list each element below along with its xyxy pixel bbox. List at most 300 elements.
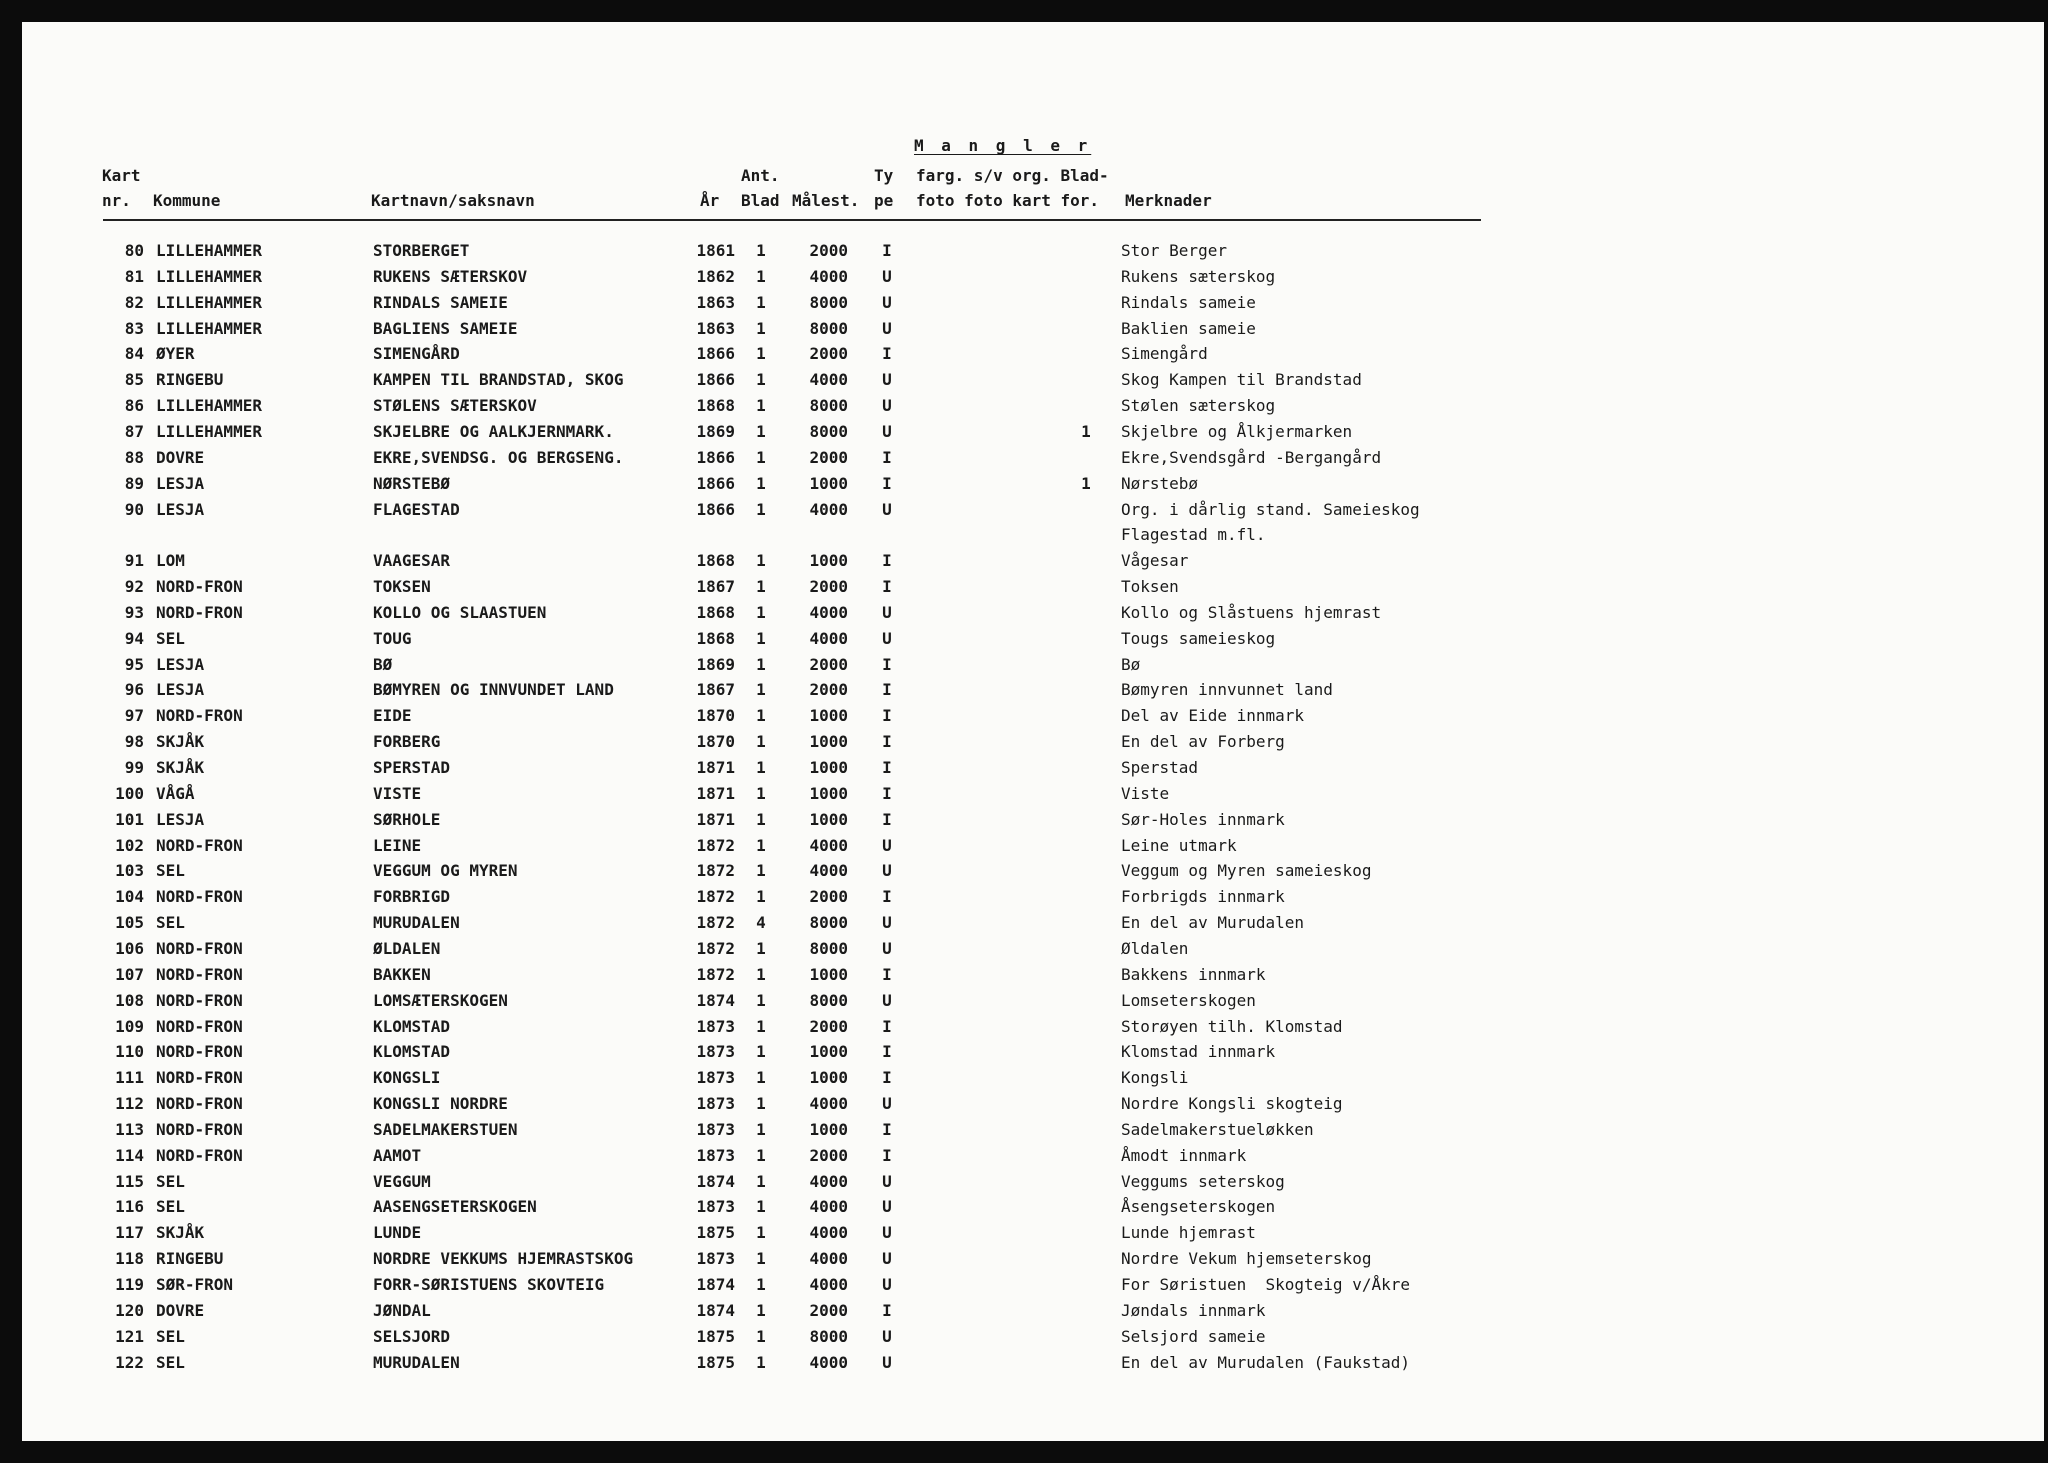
cell-type: I	[882, 1301, 892, 1320]
cell-type: I	[882, 965, 892, 984]
cell-blad: 1	[756, 706, 766, 725]
cell-navn: FORBERG	[373, 732, 441, 751]
cell-navn: FORR-SØRISTUENS SKOVTEIG	[373, 1275, 605, 1294]
cell-blad: 1	[756, 629, 766, 648]
header-mangler: M a n g l e r	[914, 136, 1092, 155]
table-row	[22, 267, 2044, 289]
cell-blad: 1	[756, 241, 766, 260]
cell-malest: 8000	[809, 422, 848, 441]
table-row	[22, 1327, 2044, 1349]
cell-kommune: SKJÅK	[156, 758, 205, 777]
cell-malest: 2000	[809, 887, 848, 906]
cell-aar: 1868	[696, 396, 735, 415]
cell-navn: LEINE	[373, 836, 422, 855]
cell-type: U	[882, 991, 892, 1010]
cell-merk: Bø	[1121, 655, 1141, 674]
cell-merk: Kongsli	[1121, 1068, 1189, 1087]
cell-merk: Toksen	[1121, 577, 1179, 596]
cell-nr: 95	[124, 655, 144, 674]
table-row	[22, 1120, 2044, 1142]
cell-merk: Storøyen tilh. Klomstad	[1121, 1017, 1343, 1036]
cell-type: I	[882, 241, 892, 260]
cell-aar: 1873	[696, 1094, 735, 1113]
cell-blad: 1	[756, 887, 766, 906]
cell-type: I	[882, 1068, 892, 1087]
cell-aar: 1868	[696, 551, 735, 570]
cell-navn: STORBERGET	[373, 241, 470, 260]
cell-type: U	[882, 861, 892, 880]
table-row	[22, 784, 2044, 806]
cell-aar: 1868	[696, 629, 735, 648]
table-row	[22, 500, 2044, 522]
cell-aar: 1861	[696, 241, 735, 260]
cell-nr: 102	[115, 836, 144, 855]
cell-aar: 1872	[696, 913, 735, 932]
cell-blad: 1	[756, 939, 766, 958]
cell-merk: En del av Murudalen	[1121, 913, 1305, 932]
cell-type: I	[882, 1146, 892, 1165]
header-aar: År	[700, 191, 720, 210]
cell-merk: Del av Eide innmark	[1121, 706, 1305, 725]
cell-merk: Forbrigds innmark	[1121, 887, 1285, 906]
cell-merk: Vågesar	[1121, 551, 1189, 570]
cell-aar: 1869	[696, 422, 735, 441]
cell-navn: KONGSLI NORDRE	[373, 1094, 508, 1113]
cell-merk: Stor Berger	[1121, 241, 1227, 260]
cell-kommune: RINGEBU	[156, 370, 224, 389]
cell-aar: 1873	[696, 1017, 735, 1036]
header-ant: Ant.	[741, 166, 780, 185]
cell-type: U	[882, 370, 892, 389]
cell-blad: 1	[756, 1017, 766, 1036]
table-row	[22, 1146, 2044, 1168]
cell-type: U	[882, 629, 892, 648]
cell-nr: 103	[115, 861, 144, 880]
table-row	[22, 1042, 2044, 1064]
cell-navn: BØ	[373, 655, 393, 674]
cell-kommune: NORD-FRON	[156, 965, 243, 984]
cell-malest: 4000	[809, 1275, 848, 1294]
cell-blad: 1	[756, 758, 766, 777]
cell-kommune: NORD-FRON	[156, 577, 243, 596]
cell-merk: Veggums seterskog	[1121, 1172, 1285, 1191]
cell-kommune: RINGEBU	[156, 1249, 224, 1268]
cell-navn: NORDRE VEKKUMS HJEMRASTSKOG	[373, 1249, 634, 1268]
cell-kommune: SEL	[156, 629, 185, 648]
cell-type: U	[882, 319, 892, 338]
cell-malest: 1000	[809, 1120, 848, 1139]
table-row	[22, 319, 2044, 341]
cell-blad: 1	[756, 1223, 766, 1242]
cell-type: U	[882, 396, 892, 415]
cell-nr: 119	[115, 1275, 144, 1294]
cell-nr: 112	[115, 1094, 144, 1113]
cell-kommune: NORD-FRON	[156, 1120, 243, 1139]
cell-org: 1	[1081, 422, 1091, 441]
cell-navn: EIDE	[373, 706, 412, 725]
cell-aar: 1870	[696, 732, 735, 751]
table-row	[22, 887, 2044, 909]
table-row	[22, 1353, 2044, 1375]
cell-blad: 1	[756, 1146, 766, 1165]
cell-merk: Åsengseterskogen	[1121, 1197, 1276, 1216]
cell-blad: 1	[756, 293, 766, 312]
table-row	[22, 1223, 2044, 1245]
cell-navn: LOMSÆTERSKOGEN	[373, 991, 508, 1010]
cell-blad: 1	[756, 474, 766, 493]
cell-navn: TOUG	[373, 629, 412, 648]
cell-nr: 105	[115, 913, 144, 932]
cell-malest: 2000	[809, 448, 848, 467]
cell-malest: 1000	[809, 810, 848, 829]
cell-nr: 94	[124, 629, 144, 648]
cell-kommune: SKJÅK	[156, 1223, 205, 1242]
cell-aar: 1863	[696, 319, 735, 338]
cell-aar: 1875	[696, 1223, 735, 1242]
cell-navn: NØRSTEBØ	[373, 474, 451, 493]
cell-nr: 84	[124, 344, 144, 363]
table-row	[22, 836, 2044, 858]
cell-kommune: NORD-FRON	[156, 1017, 243, 1036]
table-row	[22, 422, 2044, 444]
cell-malest: 2000	[809, 680, 848, 699]
cell-blad: 1	[756, 732, 766, 751]
cell-aar: 1872	[696, 939, 735, 958]
cell-type: U	[882, 1197, 892, 1216]
cell-type: U	[882, 1172, 892, 1191]
cell-aar: 1871	[696, 810, 735, 829]
cell-type: I	[882, 810, 892, 829]
cell-nr: 115	[115, 1172, 144, 1191]
cell-navn: SADELMAKERSTUEN	[373, 1120, 518, 1139]
table-row	[22, 991, 2044, 1013]
cell-nr: 99	[124, 758, 144, 777]
header-kommune: Kommune	[153, 191, 221, 210]
cell-merk: Lunde hjemrast	[1121, 1223, 1256, 1242]
cell-merk: Skjelbre og Ålkjermarken	[1121, 422, 1353, 441]
cell-kommune: NORD-FRON	[156, 1042, 243, 1061]
cell-type: I	[882, 1042, 892, 1061]
cell-malest: 2000	[809, 1301, 848, 1320]
cell-blad: 1	[756, 396, 766, 415]
cell-malest: 8000	[809, 396, 848, 415]
cell-nr: 88	[124, 448, 144, 467]
cell-nr: 91	[124, 551, 144, 570]
cell-type: I	[882, 577, 892, 596]
cell-navn: RUKENS SÆTERSKOV	[373, 267, 528, 286]
cell-malest: 1000	[809, 732, 848, 751]
cell-blad: 1	[756, 1068, 766, 1087]
table-row	[22, 732, 2044, 754]
cell-blad: 1	[756, 680, 766, 699]
cell-blad: 1	[756, 1249, 766, 1268]
cell-merk: Bømyren innvunnet land	[1121, 680, 1333, 699]
cell-aar: 1870	[696, 706, 735, 725]
cell-kommune: LILLEHAMMER	[156, 241, 262, 260]
cell-kommune: LILLEHAMMER	[156, 396, 262, 415]
cell-blad: 1	[756, 991, 766, 1010]
cell-malest: 4000	[809, 861, 848, 880]
cell-kommune: SEL	[156, 861, 185, 880]
cell-nr: 111	[115, 1068, 144, 1087]
cell-blad: 1	[756, 551, 766, 570]
cell-merk: For Søristuen Skogteig v/Åkre	[1121, 1275, 1410, 1294]
table-row	[22, 1172, 2044, 1194]
cell-kommune: NORD-FRON	[156, 706, 243, 725]
cell-merk: Nordre Vekum hjemseterskog	[1121, 1249, 1372, 1268]
cell-merk: En del av Murudalen (Faukstad)	[1121, 1353, 1410, 1372]
cell-merk: Bakkens innmark	[1121, 965, 1266, 984]
cell-navn: EKRE,SVENDSG. OG BERGSENG.	[373, 448, 624, 467]
cell-navn: ØLDALEN	[373, 939, 441, 958]
cell-malest: 1000	[809, 758, 848, 777]
cell-nr: 113	[115, 1120, 144, 1139]
cell-navn: VEGGUM OG MYREN	[373, 861, 518, 880]
cell-type: U	[882, 1223, 892, 1242]
cell-blad: 1	[756, 370, 766, 389]
cell-aar: 1871	[696, 784, 735, 803]
cell-navn: SIMENGÅRD	[373, 344, 460, 363]
cell-nr: 122	[115, 1353, 144, 1372]
cell-type: U	[882, 500, 892, 519]
cell-kommune: LESJA	[156, 810, 205, 829]
cell-navn: SØRHOLE	[373, 810, 441, 829]
cell-merk: Jøndals innmark	[1121, 1301, 1266, 1320]
cell-kommune: DOVRE	[156, 1301, 205, 1320]
cell-malest: 4000	[809, 1172, 848, 1191]
cell-navn: MURUDALEN	[373, 1353, 460, 1372]
table-row	[22, 939, 2044, 961]
cell-aar: 1874	[696, 1275, 735, 1294]
cell-aar: 1873	[696, 1120, 735, 1139]
cell-malest: 1000	[809, 551, 848, 570]
cell-malest: 2000	[809, 655, 848, 674]
cell-type: U	[882, 1249, 892, 1268]
cell-type: U	[882, 939, 892, 958]
cell-merk: Leine utmark	[1121, 836, 1237, 855]
table-row	[22, 758, 2044, 780]
cell-aar: 1868	[696, 603, 735, 622]
table-row	[22, 344, 2044, 366]
cell-blad: 1	[756, 784, 766, 803]
cell-kommune: NORD-FRON	[156, 1146, 243, 1165]
cell-navn: KOLLO OG SLAASTUEN	[373, 603, 547, 622]
table-row	[22, 861, 2044, 883]
cell-nr: 118	[115, 1249, 144, 1268]
cell-type: I	[882, 732, 892, 751]
cell-kommune: LESJA	[156, 680, 205, 699]
cell-merk: Øldalen	[1121, 939, 1189, 958]
cell-aar: 1874	[696, 1172, 735, 1191]
cell-aar: 1866	[696, 474, 735, 493]
cell-org: 1	[1081, 474, 1091, 493]
cell-nr: 120	[115, 1301, 144, 1320]
cell-blad: 1	[756, 655, 766, 674]
table-row	[22, 629, 2044, 651]
cell-type: I	[882, 706, 892, 725]
cell-malest: 4000	[809, 836, 848, 855]
cell-kommune: LILLEHAMMER	[156, 267, 262, 286]
header-nr: nr.	[102, 191, 131, 210]
table-row	[22, 655, 2044, 677]
cell-nr: 81	[124, 267, 144, 286]
cell-nr: 96	[124, 680, 144, 699]
cell-blad: 1	[756, 1094, 766, 1113]
cell-malest: 8000	[809, 913, 848, 932]
header-kart: Kart	[102, 166, 141, 185]
cell-nr: 92	[124, 577, 144, 596]
cell-malest: 4000	[809, 1197, 848, 1216]
cell-blad: 1	[756, 422, 766, 441]
cell-blad: 1	[756, 861, 766, 880]
header-mangler-line1: farg. s/v org. Blad-	[916, 166, 1109, 185]
cell-malest: 4000	[809, 1249, 848, 1268]
cell-merk: Kollo og Slåstuens hjemrast	[1121, 603, 1382, 622]
cell-type: I	[882, 680, 892, 699]
cell-type: I	[882, 758, 892, 777]
cell-kommune: SKJÅK	[156, 732, 205, 751]
cell-nr: 104	[115, 887, 144, 906]
cell-malest: 8000	[809, 1327, 848, 1346]
table-row	[22, 913, 2044, 935]
cell-merk: Simengård	[1121, 344, 1208, 363]
cell-merk: Åmodt innmark	[1121, 1146, 1247, 1165]
cell-kommune: SEL	[156, 1353, 185, 1372]
cell-kommune: NORD-FRON	[156, 991, 243, 1010]
cell-type: U	[882, 1094, 892, 1113]
cell-nr: 82	[124, 293, 144, 312]
table-row	[22, 241, 2044, 263]
cell-merk: Selsjord sameie	[1121, 1327, 1266, 1346]
cell-aar: 1866	[696, 448, 735, 467]
cell-type: I	[882, 1120, 892, 1139]
cell-aar: 1873	[696, 1249, 735, 1268]
table-row	[22, 810, 2044, 832]
cell-merk: Sperstad	[1121, 758, 1199, 777]
header-ty: Ty	[874, 166, 894, 185]
cell-nr: 89	[124, 474, 144, 493]
table-row	[22, 680, 2044, 702]
cell-kommune: NORD-FRON	[156, 603, 243, 622]
cell-navn: KONGSLI	[373, 1068, 441, 1087]
cell-navn: KLOMSTAD	[373, 1017, 451, 1036]
cell-kommune: NORD-FRON	[156, 1094, 243, 1113]
table-row	[22, 370, 2044, 392]
cell-kommune: SEL	[156, 1327, 185, 1346]
cell-merk: Veggum og Myren sameieskog	[1121, 861, 1372, 880]
cell-blad: 1	[756, 836, 766, 855]
cell-kommune: LOM	[156, 551, 185, 570]
table-row	[22, 1249, 2044, 1271]
cell-merk: Ekre,Svendsgård -Bergangård	[1121, 448, 1382, 467]
cell-malest: 2000	[809, 1146, 848, 1165]
document-page	[22, 22, 2044, 1441]
table-row	[22, 448, 2044, 470]
cell-aar: 1872	[696, 861, 735, 880]
cell-kommune: NORD-FRON	[156, 1068, 243, 1087]
cell-navn: KAMPEN TIL BRANDSTAD, SKOG	[373, 370, 624, 389]
cell-blad: 4	[756, 913, 766, 932]
cell-aar: 1866	[696, 344, 735, 363]
table-row	[22, 293, 2044, 315]
cell-blad: 1	[756, 603, 766, 622]
cell-kommune: SEL	[156, 1172, 185, 1191]
header-mangler-line2: foto foto kart for.	[916, 191, 1100, 210]
cell-type: I	[882, 344, 892, 363]
cell-kommune: DOVRE	[156, 448, 205, 467]
cell-malest: 4000	[809, 370, 848, 389]
cell-malest: 4000	[809, 1094, 848, 1113]
cell-type: I	[882, 887, 892, 906]
cell-aar: 1874	[696, 1301, 735, 1320]
cell-navn: BAKKEN	[373, 965, 431, 984]
table-row	[22, 1068, 2044, 1090]
cell-type: U	[882, 422, 892, 441]
header-kartnavn: Kartnavn/saksnavn	[371, 191, 535, 210]
cell-type: U	[882, 836, 892, 855]
cell-kommune: LESJA	[156, 474, 205, 493]
table-row	[22, 1094, 2044, 1116]
cell-aar: 1867	[696, 577, 735, 596]
cell-nr: 107	[115, 965, 144, 984]
cell-merk: Viste	[1121, 784, 1170, 803]
cell-blad: 1	[756, 1197, 766, 1216]
cell-nr: 108	[115, 991, 144, 1010]
cell-kommune: NORD-FRON	[156, 939, 243, 958]
cell-kommune: ØYER	[156, 344, 195, 363]
cell-nr: 114	[115, 1146, 144, 1165]
cell-blad: 1	[756, 1275, 766, 1294]
cell-malest: 1000	[809, 1042, 848, 1061]
cell-nr: 101	[115, 810, 144, 829]
cell-aar: 1873	[696, 1068, 735, 1087]
cell-aar: 1875	[696, 1353, 735, 1372]
cell-nr: 90	[124, 500, 144, 519]
cell-kommune: SEL	[156, 913, 185, 932]
cell-navn: VAAGESAR	[373, 551, 451, 570]
cell-aar: 1875	[696, 1327, 735, 1346]
table-row	[22, 1275, 2044, 1297]
cell-navn: AASENGSETERSKOGEN	[373, 1197, 537, 1216]
cell-malest: 2000	[809, 241, 848, 260]
cell-malest: 8000	[809, 939, 848, 958]
cell-kommune: NORD-FRON	[156, 887, 243, 906]
cell-type: I	[882, 448, 892, 467]
cell-nr: 97	[124, 706, 144, 725]
cell-aar: 1872	[696, 836, 735, 855]
cell-aar: 1874	[696, 991, 735, 1010]
table-row	[22, 396, 2044, 418]
cell-navn: AAMOT	[373, 1146, 422, 1165]
cell-navn: SELSJORD	[373, 1327, 451, 1346]
cell-type: U	[882, 1353, 892, 1372]
cell-kommune: LESJA	[156, 500, 205, 519]
cell-kommune: SEL	[156, 1197, 185, 1216]
cell-nr: 83	[124, 319, 144, 338]
cell-nr: 98	[124, 732, 144, 751]
cell-merk: Sadelmakerstueløkken	[1121, 1120, 1314, 1139]
table-row	[22, 474, 2044, 496]
table-row	[22, 1017, 2044, 1039]
cell-navn: SKJELBRE OG AALKJERNMARK.	[373, 422, 614, 441]
cell-kommune: LILLEHAMMER	[156, 319, 262, 338]
cell-blad: 1	[756, 267, 766, 286]
cell-type: I	[882, 655, 892, 674]
cell-kommune: LILLEHAMMER	[156, 422, 262, 441]
cell-malest: 4000	[809, 500, 848, 519]
cell-malest: 8000	[809, 991, 848, 1010]
header-merknader: Merknader	[1125, 191, 1212, 210]
